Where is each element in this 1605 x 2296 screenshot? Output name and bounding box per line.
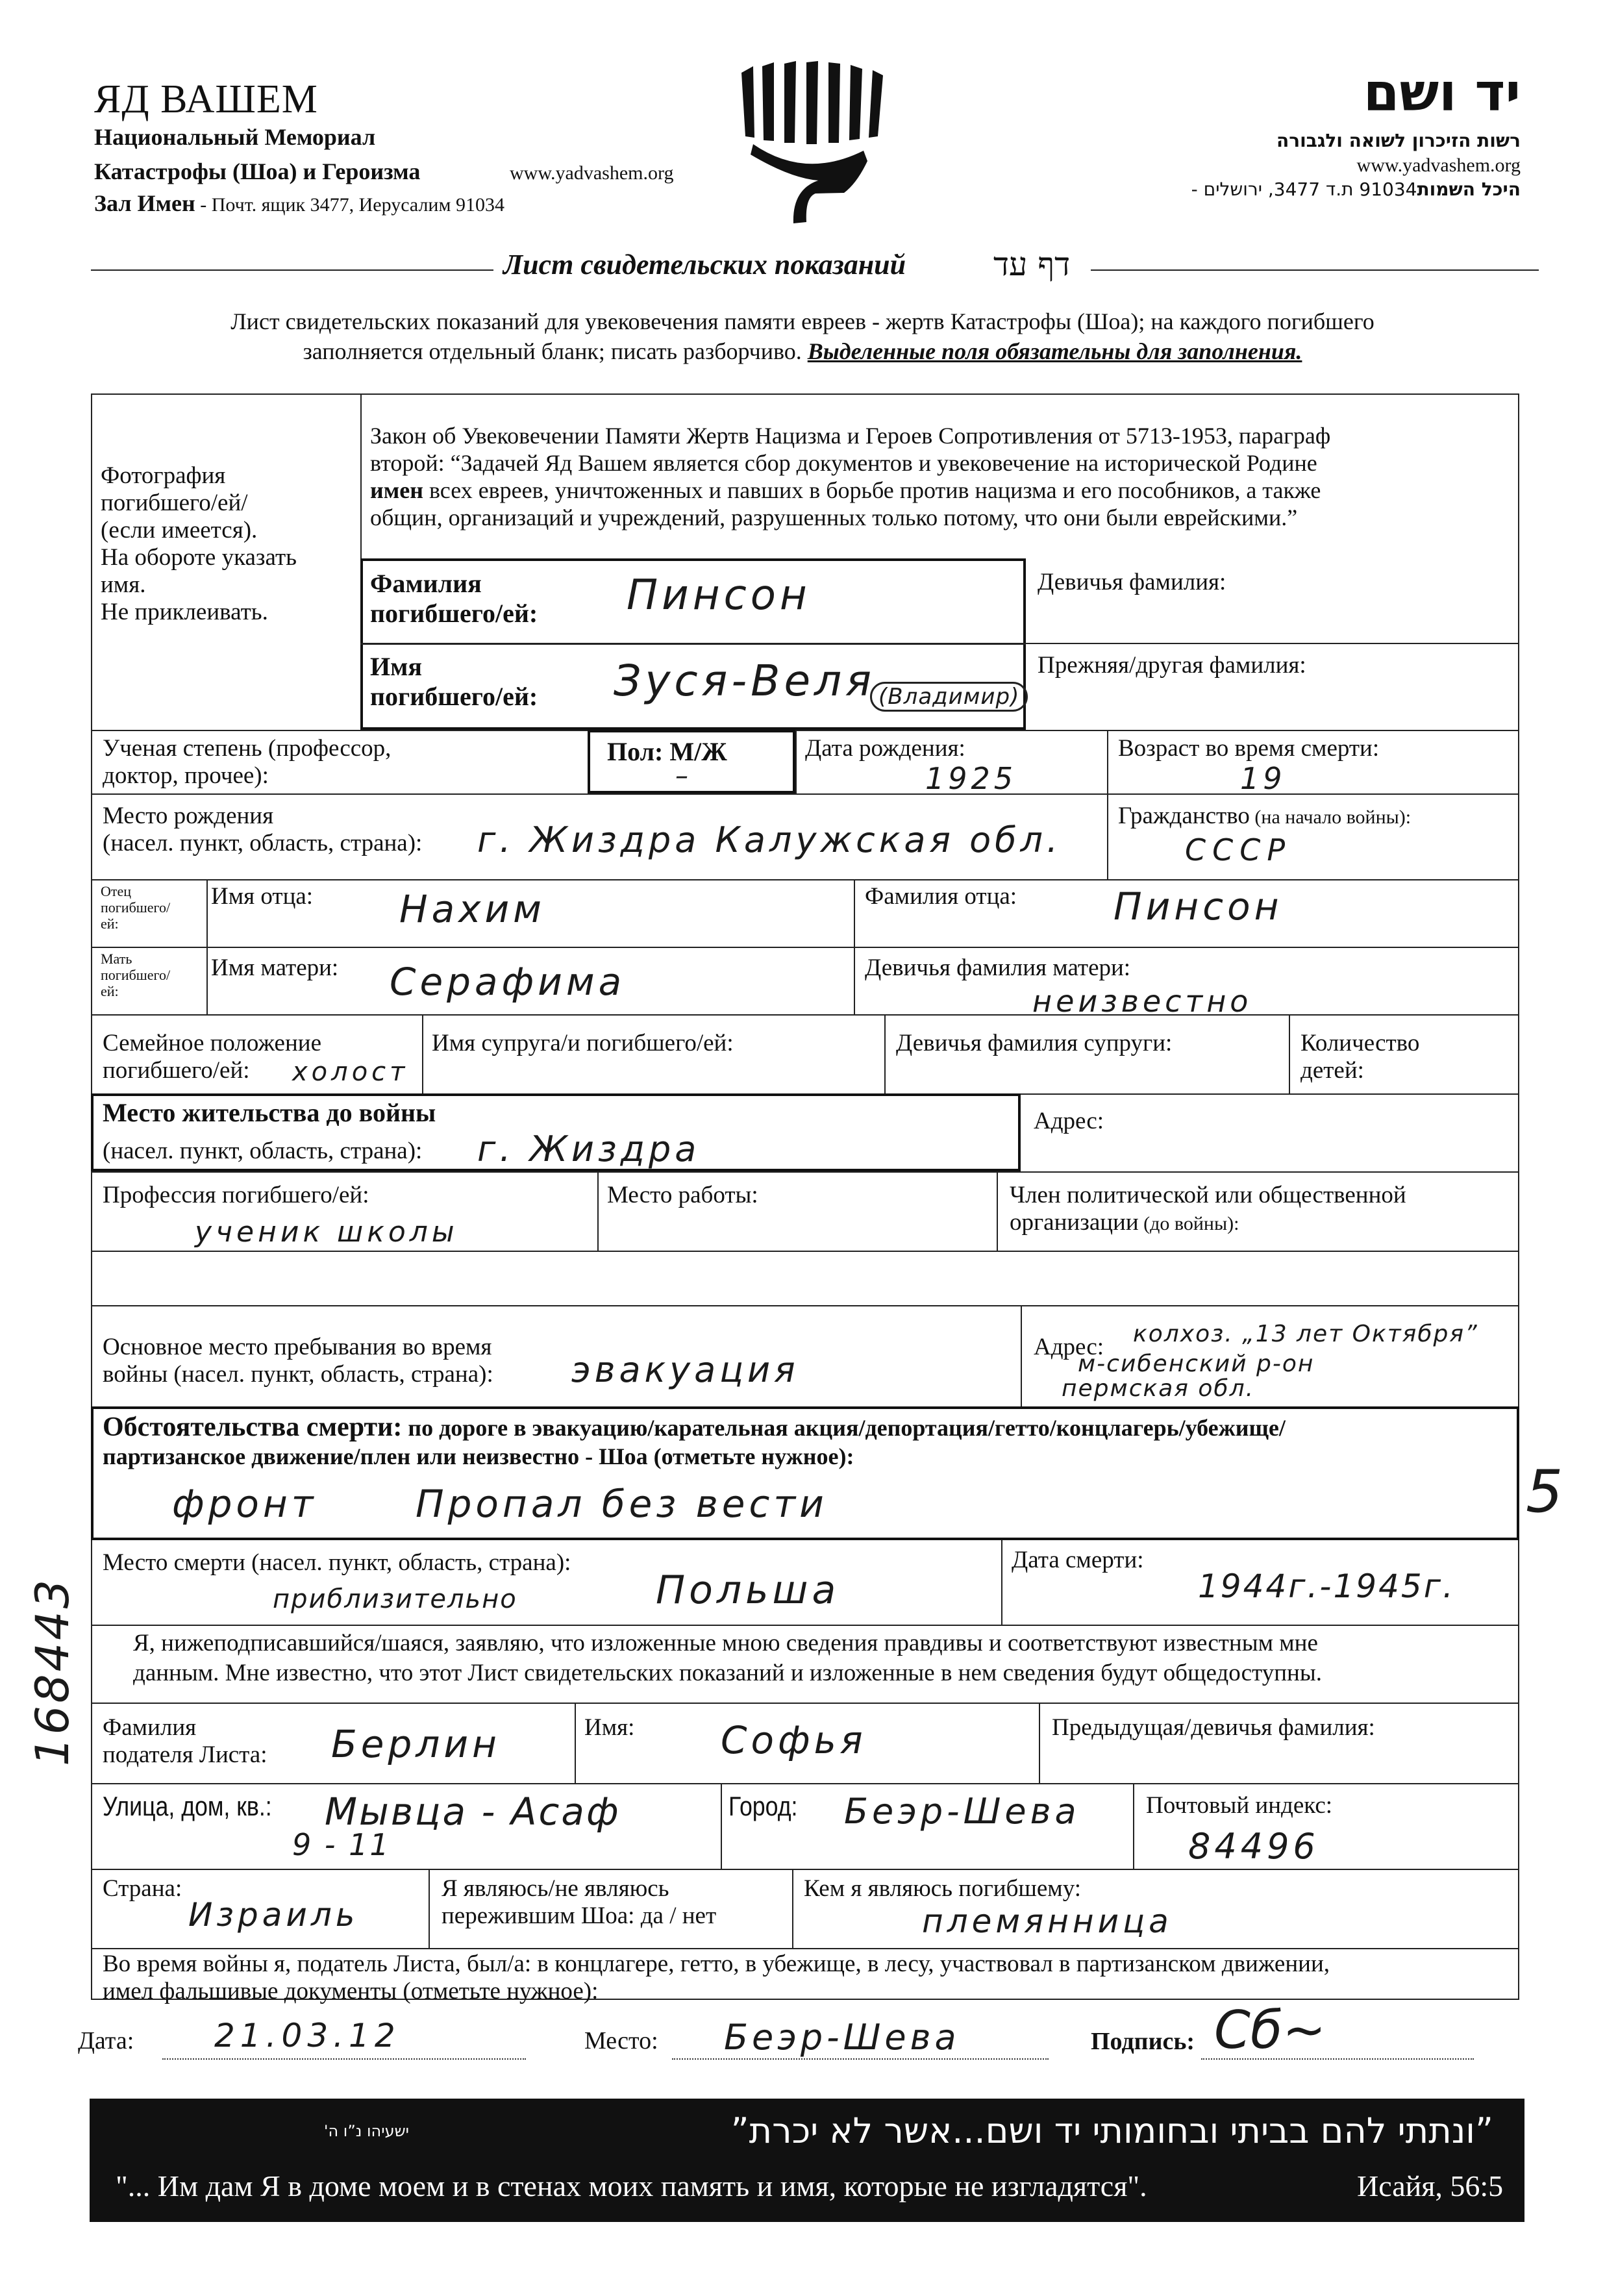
- submitter-city-value[interactable]: Беэр-Шева: [844, 1791, 1080, 1832]
- workplace-label: Место работы:: [607, 1182, 758, 1208]
- declaration-line-2: данным. Мне известно, что этот Лист свидетельских показаний и изложенные в нем сведения будут общедоступны.: [133, 1660, 1322, 1686]
- victim-name-label-1: Имя: [370, 652, 422, 681]
- citizenship-label-note: (на начало войны):: [1249, 806, 1412, 828]
- wartime-address-divider: [1021, 1305, 1022, 1409]
- spouse-maiden-divider: [884, 1014, 886, 1093]
- marital-status-label-1: Семейное положение: [103, 1030, 321, 1056]
- law-text: [370, 422, 1330, 531]
- member-label-note: (до войны):: [1138, 1213, 1239, 1234]
- hebrew-address-text: 91034 ת.ד 3477, ירושלים -: [1191, 179, 1417, 200]
- death-circumstances-options-2: партизанское движение/плен или неизвестно - Шоа (отметьте нужное):: [103, 1443, 854, 1469]
- relation-label: Кем я являюсь погибшему:: [804, 1875, 1082, 1902]
- row-rule-13: [91, 1783, 1519, 1784]
- website: www.yadvashem.org: [510, 162, 674, 184]
- submitter-zip-value[interactable]: 84496: [1188, 1826, 1319, 1867]
- marital-status-value[interactable]: холост: [292, 1057, 409, 1087]
- row-rule-9: [91, 1251, 1519, 1252]
- photo-text-6: Не приклеивать.: [101, 599, 268, 625]
- row-rule-11: [91, 1625, 1519, 1626]
- law-line-1: Закон об Увековечении Памяти Жертв Нацизма и Героев Сопротивления от 5713-1953, параграф: [370, 423, 1331, 449]
- death-circumstances-title: Обстоятельства смерти:: [103, 1412, 403, 1442]
- residence-sublabel: (насел. пункт, область, страна):: [103, 1138, 423, 1164]
- mother-side-1: Мать: [101, 951, 132, 967]
- hebrew-website: www.yadvashem.org: [1356, 155, 1521, 176]
- wartime-place-label: [103, 1334, 493, 1388]
- mandatory-note: Выделенные поля обязательны для заполнения.: [807, 338, 1302, 364]
- place-line: [672, 2058, 1049, 2060]
- death-date-divider: [1001, 1540, 1002, 1625]
- workplace-divider: [597, 1171, 599, 1251]
- member-label-2-text: организации: [1010, 1209, 1139, 1236]
- death-place-note[interactable]: приблизительно: [273, 1584, 517, 1614]
- law-names-emph: имен: [370, 477, 423, 503]
- submitter-surname-value[interactable]: Берлин: [331, 1722, 501, 1766]
- residence-address-label: Адрес:: [1034, 1108, 1104, 1134]
- death-circumstances-value-2[interactable]: Пропал без вести: [416, 1482, 828, 1526]
- quote-hebrew-ref: ישעיהו נ”ו ה': [323, 2122, 409, 2140]
- place-label: Место:: [584, 2027, 658, 2054]
- org-title-hebrew: יד ושם: [1363, 62, 1521, 123]
- spouse-divider: [422, 1014, 423, 1093]
- death-circumstances-label: [103, 1413, 1286, 1471]
- intro-line-1: Лист свидетельских показаний для увековечения памяти евреев - жертв Катастрофы (Шоа); на каждого погибшего: [230, 308, 1375, 334]
- submitter-prev-divider: [1039, 1703, 1040, 1783]
- row-rule-8: [91, 1171, 1519, 1173]
- quote-russian-ref: Исайя, 56:5: [1357, 2169, 1504, 2202]
- hebrew-address: [1191, 179, 1521, 200]
- dob-label: Дата рождения:: [805, 735, 965, 762]
- death-circumstances-value-1[interactable]: фронт: [172, 1482, 317, 1526]
- date-value[interactable]: 21.03.12: [214, 2017, 401, 2054]
- maiden-name-label: Девичья фамилия:: [1038, 569, 1226, 595]
- wartime-status-line-2: имел фальшивые документы (отметьте нужное):: [103, 1978, 599, 2004]
- photo-text-4: На обороте указать: [101, 544, 297, 571]
- victim-name-label: [370, 652, 538, 712]
- submitter-country-label: Страна:: [103, 1875, 182, 1902]
- row-rule-2: [91, 730, 1519, 731]
- father-surname-label: Фамилия отца:: [865, 883, 1017, 910]
- relation-value[interactable]: племянница: [922, 1903, 1173, 1940]
- mother-maiden-label: Девичья фамилия матери:: [865, 955, 1131, 981]
- photo-text-1: Фотография: [101, 462, 226, 489]
- title-rule-right: [1091, 269, 1539, 271]
- submitter-country-value[interactable]: Израиль: [188, 1896, 359, 1934]
- father-surname-value[interactable]: Пинсон: [1114, 884, 1283, 929]
- quote-hebrew: ”ונתתי להם בביתי ובחומותי יד ושם...אשר לא יכרת”: [730, 2110, 1493, 2151]
- survivor-label-2: пережившим Шоа: да / нет: [442, 1903, 717, 1929]
- previous-name-label: Прежняя/другая фамилия:: [1038, 652, 1306, 679]
- father-side-3: ей:: [101, 916, 119, 932]
- dob-value[interactable]: 1925: [925, 761, 1017, 796]
- wartime-place-label-1: Основное место пребывания во время: [103, 1334, 492, 1360]
- hebrew-hall-name: היכל השמות: [1417, 179, 1521, 200]
- survivor-label-1: Я являюсь/не являюсь: [442, 1875, 669, 1902]
- row-rule-15: [91, 1948, 1519, 1949]
- margin-mark: 5: [1526, 1458, 1567, 1526]
- survivor-divider: [429, 1869, 430, 1948]
- quote-russian: "... Им дам Я в доме моем и в стенах моих память и имя, которые не изгладятся".: [116, 2169, 1147, 2202]
- sex-value[interactable]: –: [675, 761, 692, 791]
- submitter-surname-label: [103, 1714, 268, 1769]
- zip-divider: [1133, 1783, 1134, 1869]
- title-rule-left: [91, 269, 493, 271]
- victim-name-label-2: погибшего/ей:: [370, 682, 538, 711]
- row-rule-1: [1026, 643, 1519, 644]
- form-title: Лист свидетельских показаний: [503, 249, 906, 281]
- hebrew-line-1: רשות הזיכרון לשואה ולגבורה: [1276, 130, 1521, 151]
- relation-divider: [792, 1869, 793, 1948]
- wartime-address-line-1[interactable]: колхоз. „13 лет Октября”: [1133, 1321, 1478, 1347]
- law-line-2: второй: “Задачей Яд Вашем является сбор документов и увековечение на исторической Родине: [370, 450, 1317, 476]
- spouse-name-label: Имя супруга/и погибшего/ей:: [432, 1030, 734, 1056]
- citizenship-divider: [1107, 793, 1108, 879]
- birthplace-value[interactable]: г. Жиздра Калужская обл.: [477, 819, 1062, 860]
- survivor-label: [442, 1875, 716, 1930]
- yad-vashem-logo: [734, 60, 890, 229]
- death-circumstances-options-1: по дороге в эвакуацию/карательная акция/депортация/гетто/концлагерь/убежище/: [402, 1415, 1286, 1441]
- photo-text-2: погибшего/ей/: [101, 490, 248, 516]
- member-label: [1010, 1182, 1406, 1238]
- place-value[interactable]: Беэр-Шева: [724, 2017, 960, 2058]
- children-divider: [1289, 1014, 1290, 1093]
- victim-surname-label-2: погибшего/ей:: [370, 599, 538, 628]
- photo-text-5: имя.: [101, 571, 146, 598]
- hall-address-text: - Почт. ящик 3477, Иерусалим 91034: [195, 194, 504, 216]
- law-line-3: [370, 477, 1330, 504]
- law-line-3-text: всех евреев, уничтоженных и павших в борьбе против нацизма и его пособников, а также: [423, 477, 1321, 503]
- degree-label-1: Ученая степень (профессор,: [103, 735, 392, 762]
- wartime-address-line-2[interactable]: м-сибенский р-он: [1078, 1351, 1315, 1377]
- photo-text-3: (если имеется).: [101, 517, 258, 543]
- signature-label: Подпись:: [1091, 2028, 1195, 2055]
- marital-status-label-2: погибшего/ей:: [103, 1057, 250, 1084]
- birthplace-label-1: Место рождения: [103, 803, 274, 829]
- wartime-address-label: Адрес:: [1034, 1334, 1104, 1360]
- residence-label: Место жительства до войны: [103, 1098, 436, 1127]
- mother-maiden-value[interactable]: неизвестно: [1032, 984, 1252, 1019]
- birthplace-label-2: (насел. пункт, область, страна):: [103, 830, 423, 856]
- row-rule-4: [91, 879, 1519, 880]
- children-label: [1300, 1030, 1419, 1084]
- wartime-place-value[interactable]: эвакуация: [571, 1349, 799, 1390]
- org-title: ЯД ВАШЕМ: [94, 77, 318, 121]
- submitter-surname-label-2: подателя Листа:: [103, 1741, 268, 1768]
- law-line-4: общин, организаций и учреждений, разрушенных только потому, что они были еврейскими.”: [370, 505, 1298, 530]
- date-line: [162, 2058, 526, 2060]
- submitter-name-label: Имя:: [584, 1714, 635, 1741]
- residence-value[interactable]: г. Жиздра: [477, 1129, 701, 1169]
- victim-surname-value[interactable]: Пинсон: [627, 571, 811, 619]
- submitter-prev-name-label: Предыдущая/девичья фамилия:: [1052, 1714, 1375, 1741]
- submitter-name-divider: [575, 1703, 576, 1783]
- member-label-2: [1010, 1209, 1406, 1238]
- victim-name-alt[interactable]: (Владимир): [870, 682, 1028, 712]
- profession-value[interactable]: ученик школы: [195, 1216, 458, 1249]
- age-label: Возраст во время смерти:: [1118, 735, 1380, 762]
- marital-status-label: [103, 1030, 321, 1084]
- org-line-1: Национальный Мемориал: [94, 124, 376, 150]
- row-rule-3: [91, 793, 1519, 795]
- row-rule-5: [91, 947, 1519, 948]
- citizenship-label: [1118, 803, 1411, 831]
- citizenship-label-text: Гражданство: [1118, 803, 1250, 829]
- degree-label: [103, 735, 391, 790]
- declaration-line-1: Я, нижеподписавшийся/шаяся, заявляю, что изложенные мною сведения правдивы и соответствуют известным мне: [133, 1630, 1318, 1656]
- date-label: Дата:: [78, 2027, 134, 2054]
- mother-side-3: ей:: [101, 983, 119, 999]
- victim-surname-label-1: Фамилия: [370, 569, 482, 598]
- wartime-address-line-3[interactable]: пермская обл.: [1062, 1375, 1255, 1402]
- mother-side-2: погибшего/: [101, 967, 171, 983]
- submitter-zip-label: Почтовый индекс:: [1146, 1792, 1333, 1819]
- photo-instructions: [101, 462, 297, 626]
- submitter-name-value[interactable]: Софья: [721, 1718, 867, 1762]
- mother-name-value[interactable]: Серафима: [390, 960, 626, 1004]
- victim-surname-label: [370, 569, 538, 629]
- row-rule-10: [91, 1305, 1519, 1306]
- children-label-2: детей:: [1300, 1057, 1364, 1084]
- spouse-maiden-label: Девичья фамилия супруги:: [896, 1030, 1173, 1056]
- intro-line-2-text: заполняется отдельный бланк; писать разборчиво.: [303, 338, 802, 364]
- victim-name-value[interactable]: Зуся-Веля: [614, 656, 875, 706]
- age-value[interactable]: 19: [1240, 761, 1286, 796]
- father-side-1: Отец: [101, 883, 132, 899]
- org-line-2: Катастрофы (Шоа) и Героизма: [94, 158, 421, 184]
- row-rule-14: [91, 1869, 1519, 1870]
- age-divider: [1107, 730, 1108, 793]
- city-divider: [721, 1783, 722, 1869]
- wartime-place-label-2: войны (насел. пункт, область, страна):: [103, 1361, 493, 1388]
- submitter-surname-label-1: Фамилия: [103, 1714, 197, 1741]
- death-circumstances-line-1: [103, 1413, 1286, 1442]
- wartime-status-line-1: Во время войны я, податель Листа, был/а: в концлагере, гетто, в убежище, в лесу, участвовал в партизанском движении,: [103, 1951, 1330, 1977]
- mother-name-label: Имя матери:: [211, 955, 339, 981]
- row-rule-6: [91, 1014, 1519, 1016]
- hall-name: Зал Имен: [94, 190, 195, 216]
- member-label-1: Член политической или общественной: [1010, 1182, 1406, 1208]
- dob-divider: [795, 730, 797, 793]
- submitter-side-number: 168443: [26, 1577, 79, 1766]
- children-label-1: Количество: [1300, 1030, 1420, 1056]
- degree-label-2: доктор, прочее):: [103, 762, 269, 789]
- father-side-label: [101, 883, 170, 932]
- sex-label: Пол: М/Ж: [607, 737, 727, 766]
- form-title-hebrew: דף עד: [993, 245, 1071, 283]
- submitter-street-value-2[interactable]: 9 - 11: [292, 1827, 391, 1862]
- father-side-2: погибшего/: [101, 899, 171, 916]
- intro-line-2: [0, 338, 1605, 365]
- victim-name-divider: [360, 643, 1026, 645]
- profession-label: Профессия погибшего/ей:: [103, 1182, 369, 1208]
- signature-value[interactable]: Сб~: [1214, 2000, 1326, 2060]
- death-date-label: Дата смерти:: [1012, 1547, 1144, 1573]
- death-place-label: Место смерти (насел. пункт, область, страна):: [103, 1549, 571, 1576]
- citizenship-value[interactable]: СССР: [1185, 832, 1292, 867]
- member-divider: [997, 1171, 998, 1251]
- death-date-value[interactable]: 1944г.-1945г.: [1198, 1567, 1455, 1605]
- death-place-value[interactable]: Польша: [656, 1567, 840, 1613]
- submitter-city-label: Город:: [728, 1791, 798, 1821]
- submitter-street-value-1[interactable]: Мывца - Асаф: [325, 1790, 621, 1834]
- father-name-value[interactable]: Нахим: [399, 887, 545, 931]
- hall-address: [94, 190, 504, 217]
- row-rule-12: [91, 1703, 1519, 1704]
- submitter-street-label: Улица, дом, кв.:: [103, 1791, 272, 1821]
- birthplace-label: [103, 803, 422, 857]
- father-name-label: Имя отца:: [211, 883, 314, 910]
- mother-side-label: [101, 951, 170, 999]
